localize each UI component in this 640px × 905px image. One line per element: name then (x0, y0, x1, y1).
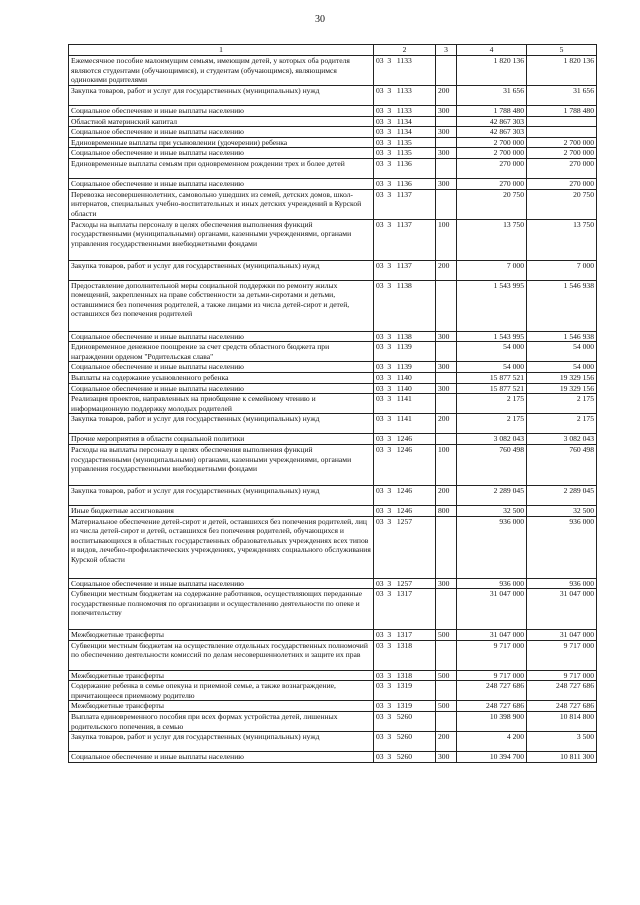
table-row (69, 414, 597, 434)
row-amount-year2-cell: 248 727 686 (527, 681, 597, 701)
table-body (69, 56, 597, 763)
row-amount-year2-cell: 270 000 (527, 158, 597, 178)
table-row (69, 681, 597, 701)
row-amount-year2-cell: 31 656 (527, 86, 597, 106)
row-name-cell: Социальное обеспечение и иные выплаты населению (69, 331, 374, 342)
row-amount-year2-cell: 13 750 (527, 219, 597, 260)
row-amount-year1-cell: 2 700 000 (457, 148, 527, 159)
table-row (69, 670, 597, 681)
row-name-cell: Субвенции местным бюджетам на осуществление отдельных государственных полномочий по обеспечению деятельности комиссий по делам несовершеннолетних и защите их прав (69, 640, 374, 670)
row-name-cell: Закупка товаров, работ и услуг для государственных (муниципальных) нужд (69, 485, 374, 505)
row-amount-year1-cell: 1 788 480 (457, 106, 527, 117)
budget-table (68, 44, 597, 763)
row-code-cell: 03 3 1137 (374, 260, 436, 280)
row-code-cell: 03 3 1257 (374, 578, 436, 589)
row-name-cell: Социальное обеспечение и иные выплаты населению (69, 362, 374, 373)
row-code-cell: 03 3 1317 (374, 589, 436, 630)
row-expense-type-cell: 200 (436, 260, 457, 280)
row-name-cell: Предоставление дополнительной меры социальной поддержки по ремонту жилых помещений, закрепленных на праве собственности за детьми-сиротами и детьми, оставшимися без попечения родителей, а также лицами из числа детей-сирот и детей, оставшихся без попечения родителей (69, 280, 374, 331)
row-expense-type-cell (436, 394, 457, 414)
row-code-cell: 03 3 1136 (374, 158, 436, 178)
table-row (69, 189, 597, 219)
page-number: 30 (315, 14, 325, 25)
row-amount-year1-cell: 760 498 (457, 444, 527, 485)
row-expense-type-cell: 200 (436, 485, 457, 505)
row-expense-type-cell (436, 516, 457, 578)
row-expense-type-cell (436, 681, 457, 701)
row-expense-type-cell (436, 640, 457, 670)
row-expense-type-cell: 200 (436, 414, 457, 434)
row-name-cell: Областной материнский капитал (69, 116, 374, 127)
row-amount-year2-cell: 2 175 (527, 394, 597, 414)
row-code-cell: 03 3 1137 (374, 189, 436, 219)
table-row (69, 219, 597, 260)
row-amount-year1-cell: 7 000 (457, 260, 527, 280)
row-expense-type-cell (436, 116, 457, 127)
row-name-cell: Межбюджетные трансферты (69, 701, 374, 712)
row-amount-year1-cell: 2 175 (457, 394, 527, 414)
row-code-cell: 03 3 5260 (374, 712, 436, 732)
row-name-cell: Социальное обеспечение и иные выплаты населению (69, 578, 374, 589)
row-amount-year2-cell (527, 127, 597, 138)
table-row (69, 516, 597, 578)
row-amount-year2-cell: 19 329 156 (527, 372, 597, 383)
table-row (69, 589, 597, 630)
table-row (69, 505, 597, 516)
row-expense-type-cell: 300 (436, 106, 457, 117)
row-amount-year1-cell: 936 000 (457, 516, 527, 578)
row-name-cell: Выплата единовременного пособия при всех формах устройства детей, лишенных родительского попечения, в семью (69, 712, 374, 732)
header-col-year2: 5 (527, 45, 597, 56)
row-amount-year1-cell: 270 000 (457, 158, 527, 178)
row-amount-year2-cell: 2 700 000 (527, 137, 597, 148)
table-row (69, 630, 597, 641)
table-row (69, 732, 597, 752)
row-code-cell: 03 3 1133 (374, 106, 436, 117)
row-name-cell: Единовременные выплаты при усыновлении (удочерении) ребенка (69, 137, 374, 148)
table-row (69, 178, 597, 189)
row-code-cell: 03 3 1137 (374, 219, 436, 260)
row-amount-year1-cell: 2 700 000 (457, 137, 527, 148)
table-row (69, 127, 597, 138)
row-expense-type-cell: 300 (436, 127, 457, 138)
row-name-cell: Единовременные выплаты семьям при одновременном рождении трех и более детей (69, 158, 374, 178)
row-code-cell: 03 3 1133 (374, 56, 436, 86)
table-row (69, 280, 597, 331)
table-row (69, 372, 597, 383)
table-row (69, 701, 597, 712)
table-row (69, 260, 597, 280)
row-expense-type-cell: 300 (436, 178, 457, 189)
row-amount-year1-cell: 936 000 (457, 578, 527, 589)
table-row (69, 752, 597, 763)
row-amount-year2-cell: 1 788 480 (527, 106, 597, 117)
row-name-cell: Субвенции местным бюджетам на содержание работников, осуществляющих переданные государственные полномочия по организации и осуществлению деятельности по опеке и попечительству (69, 589, 374, 630)
row-code-cell: 03 3 1141 (374, 394, 436, 414)
row-name-cell: Закупка товаров, работ и услуг для государственных (муниципальных) нужд (69, 260, 374, 280)
row-amount-year2-cell: 3 082 043 (527, 434, 597, 445)
row-amount-year2-cell: 760 498 (527, 444, 597, 485)
header-col-name: 1 (69, 45, 374, 56)
row-code-cell: 03 3 1246 (374, 444, 436, 485)
row-code-cell: 03 3 1139 (374, 342, 436, 362)
row-amount-year2-cell: 2 700 000 (527, 148, 597, 159)
row-code-cell: 03 3 1139 (374, 362, 436, 373)
row-expense-type-cell: 500 (436, 630, 457, 641)
row-amount-year2-cell: 248 727 686 (527, 701, 597, 712)
table-row (69, 158, 597, 178)
row-code-cell: 03 3 1136 (374, 178, 436, 189)
table-row (69, 148, 597, 159)
row-amount-year2-cell: 10 814 800 (527, 712, 597, 732)
header-col-year1: 4 (457, 45, 527, 56)
row-amount-year1-cell: 1 543 995 (457, 331, 527, 342)
row-amount-year1-cell: 54 000 (457, 362, 527, 373)
row-amount-year1-cell: 31 047 000 (457, 589, 527, 630)
row-amount-year1-cell: 4 200 (457, 732, 527, 752)
row-code-cell: 03 3 1246 (374, 505, 436, 516)
row-amount-year1-cell: 15 877 521 (457, 372, 527, 383)
row-amount-year1-cell: 42 867 303 (457, 127, 527, 138)
row-name-cell: Содержание ребенка в семье опекуна и приемной семье, а также вознаграждение, причитающееся приемному родителю (69, 681, 374, 701)
row-amount-year1-cell: 3 082 043 (457, 434, 527, 445)
row-expense-type-cell: 300 (436, 383, 457, 394)
row-amount-year2-cell: 2 175 (527, 414, 597, 434)
row-amount-year1-cell: 32 500 (457, 505, 527, 516)
row-expense-type-cell: 100 (436, 219, 457, 260)
row-code-cell: 03 3 1319 (374, 701, 436, 712)
row-amount-year1-cell: 1 820 136 (457, 56, 527, 86)
row-code-cell: 03 3 1141 (374, 414, 436, 434)
row-expense-type-cell (436, 137, 457, 148)
table-row (69, 712, 597, 732)
table-row (69, 342, 597, 362)
table-row (69, 383, 597, 394)
row-code-cell: 03 3 1246 (374, 485, 436, 505)
row-amount-year2-cell: 1 546 938 (527, 331, 597, 342)
row-name-cell: Закупка товаров, работ и услуг для государственных (муниципальных) нужд (69, 86, 374, 106)
row-code-cell: 03 3 1257 (374, 516, 436, 578)
row-expense-type-cell: 500 (436, 670, 457, 681)
row-code-cell: 03 3 1318 (374, 670, 436, 681)
table-row (69, 116, 597, 127)
row-name-cell: Перевозка несовершеннолетних, самовольно ушедших из семей, детских домов, школ-интернатов, специальных учебно-воспитательных и иных детских учреждений в Курской области (69, 189, 374, 219)
row-amount-year1-cell: 248 727 686 (457, 701, 527, 712)
row-code-cell: 03 3 5260 (374, 732, 436, 752)
row-code-cell: 03 3 1134 (374, 116, 436, 127)
table-row (69, 331, 597, 342)
table-row (69, 86, 597, 106)
row-expense-type-cell: 100 (436, 444, 457, 485)
row-name-cell: Социальное обеспечение и иные выплаты населению (69, 127, 374, 138)
table-row (69, 394, 597, 414)
row-expense-type-cell (436, 158, 457, 178)
row-amount-year2-cell: 19 329 156 (527, 383, 597, 394)
row-code-cell: 03 3 1134 (374, 127, 436, 138)
row-expense-type-cell (436, 589, 457, 630)
row-amount-year2-cell: 9 717 000 (527, 670, 597, 681)
row-code-cell: 03 3 1140 (374, 383, 436, 394)
row-amount-year1-cell: 54 000 (457, 342, 527, 362)
row-expense-type-cell: 300 (436, 752, 457, 763)
row-code-cell: 03 3 1246 (374, 434, 436, 445)
row-code-cell: 03 3 1140 (374, 372, 436, 383)
row-amount-year1-cell: 10 394 700 (457, 752, 527, 763)
row-amount-year2-cell: 31 047 000 (527, 630, 597, 641)
row-amount-year2-cell: 936 000 (527, 516, 597, 578)
row-name-cell: Социальное обеспечение и иные выплаты населению (69, 148, 374, 159)
row-name-cell: Выплаты на содержание усыновленного ребенка (69, 372, 374, 383)
row-amount-year2-cell: 54 000 (527, 342, 597, 362)
table-row (69, 362, 597, 373)
row-name-cell: Иные бюджетные ассигнования (69, 505, 374, 516)
row-amount-year2-cell: 32 500 (527, 505, 597, 516)
header-col-code: 2 (374, 45, 436, 56)
row-amount-year1-cell: 13 750 (457, 219, 527, 260)
row-amount-year2-cell: 3 500 (527, 732, 597, 752)
row-expense-type-cell (436, 56, 457, 86)
row-amount-year1-cell: 42 867 303 (457, 116, 527, 127)
row-expense-type-cell: 300 (436, 362, 457, 373)
row-name-cell: Социальное обеспечение и иные выплаты населению (69, 752, 374, 763)
table-header-row (69, 45, 597, 56)
row-expense-type-cell: 300 (436, 578, 457, 589)
row-amount-year2-cell: 54 000 (527, 362, 597, 373)
row-name-cell: Единовременное денежное поощрение за счет средств областного бюджета при награждении орденом "Родительская слава" (69, 342, 374, 362)
row-amount-year1-cell: 9 717 000 (457, 640, 527, 670)
row-amount-year2-cell: 1 546 938 (527, 280, 597, 331)
row-code-cell: 03 3 5260 (374, 752, 436, 763)
row-expense-type-cell (436, 434, 457, 445)
row-code-cell: 03 3 1135 (374, 137, 436, 148)
row-name-cell: Закупка товаров, работ и услуг для государственных (муниципальных) нужд (69, 732, 374, 752)
row-name-cell: Расходы на выплаты персоналу в целях обеспечения выполнения функций государственными (муниципальными) органами, казенными учреждениями, органами управления государственными внебюджетными фондами (69, 219, 374, 260)
row-amount-year1-cell: 31 656 (457, 86, 527, 106)
table-row (69, 56, 597, 86)
row-code-cell: 03 3 1133 (374, 86, 436, 106)
row-expense-type-cell (436, 372, 457, 383)
row-amount-year1-cell: 10 398 900 (457, 712, 527, 732)
row-amount-year1-cell: 248 727 686 (457, 681, 527, 701)
row-expense-type-cell: 800 (436, 505, 457, 516)
row-name-cell: Закупка товаров, работ и услуг для государственных (муниципальных) нужд (69, 414, 374, 434)
row-name-cell: Ежемесячное пособие малоимущим семьям, имеющим детей, у которых оба родителя являются студентами (обучающимися), и студентам (обучающимся), являющимся одинокими родителями (69, 56, 374, 86)
row-expense-type-cell (436, 342, 457, 362)
row-name-cell: Социальное обеспечение и иные выплаты населению (69, 178, 374, 189)
row-expense-type-cell (436, 280, 457, 331)
row-amount-year2-cell: 9 717 000 (527, 640, 597, 670)
row-code-cell: 03 3 1317 (374, 630, 436, 641)
row-amount-year2-cell: 1 820 136 (527, 56, 597, 86)
row-amount-year2-cell: 20 750 (527, 189, 597, 219)
row-code-cell: 03 3 1319 (374, 681, 436, 701)
row-amount-year1-cell: 31 047 000 (457, 630, 527, 641)
row-expense-type-cell (436, 189, 457, 219)
row-name-cell: Реализация проектов, направленных на приобщение к семейному чтению и информационную поддержку молодых родителей (69, 394, 374, 414)
table-row (69, 485, 597, 505)
table-row (69, 434, 597, 445)
row-amount-year1-cell: 20 750 (457, 189, 527, 219)
row-expense-type-cell (436, 712, 457, 732)
row-amount-year2-cell: 2 289 045 (527, 485, 597, 505)
row-expense-type-cell: 300 (436, 331, 457, 342)
row-amount-year2-cell: 10 811 300 (527, 752, 597, 763)
row-expense-type-cell: 300 (436, 148, 457, 159)
row-amount-year1-cell: 2 175 (457, 414, 527, 434)
row-name-cell: Расходы на выплаты персоналу в целях обеспечения выполнения функций государственными (муниципальными) органами, казенными учреждениями, органами управления государственными внебюджетными фондами (69, 444, 374, 485)
row-amount-year2-cell: 31 047 000 (527, 589, 597, 630)
row-amount-year1-cell: 15 877 521 (457, 383, 527, 394)
row-name-cell: Материальное обеспечение детей-сирот и детей, оставшихся без попечения родителей, лиц из числа детей-сирот и детей, оставшихся без попечения родителей, обучающихся и воспитывающихся в областных государственных образовательных учреждениях всех типов и видов, лечебно-профилактических учреждениях, учреждениях социального обслуживания Курской области (69, 516, 374, 578)
row-amount-year1-cell: 2 289 045 (457, 485, 527, 505)
table-row (69, 137, 597, 148)
table-row (69, 444, 597, 485)
row-amount-year1-cell: 1 543 995 (457, 280, 527, 331)
row-amount-year1-cell: 270 000 (457, 178, 527, 189)
row-expense-type-cell: 200 (436, 732, 457, 752)
row-amount-year2-cell: 936 000 (527, 578, 597, 589)
row-code-cell: 03 3 1138 (374, 280, 436, 331)
row-name-cell: Социальное обеспечение и иные выплаты населению (69, 106, 374, 117)
row-amount-year2-cell (527, 116, 597, 127)
row-name-cell: Межбюджетные трансферты (69, 630, 374, 641)
row-name-cell: Межбюджетные трансферты (69, 670, 374, 681)
table-row (69, 640, 597, 670)
header-col-vr: 3 (436, 45, 457, 56)
row-amount-year1-cell: 9 717 000 (457, 670, 527, 681)
row-expense-type-cell: 200 (436, 86, 457, 106)
row-name-cell: Прочие мероприятия в области социальной политики (69, 434, 374, 445)
table-row (69, 106, 597, 117)
table-row (69, 578, 597, 589)
row-code-cell: 03 3 1138 (374, 331, 436, 342)
row-code-cell: 03 3 1318 (374, 640, 436, 670)
row-amount-year2-cell: 270 000 (527, 178, 597, 189)
row-code-cell: 03 3 1135 (374, 148, 436, 159)
row-amount-year2-cell: 7 000 (527, 260, 597, 280)
row-name-cell: Социальное обеспечение и иные выплаты населению (69, 383, 374, 394)
row-expense-type-cell: 500 (436, 701, 457, 712)
